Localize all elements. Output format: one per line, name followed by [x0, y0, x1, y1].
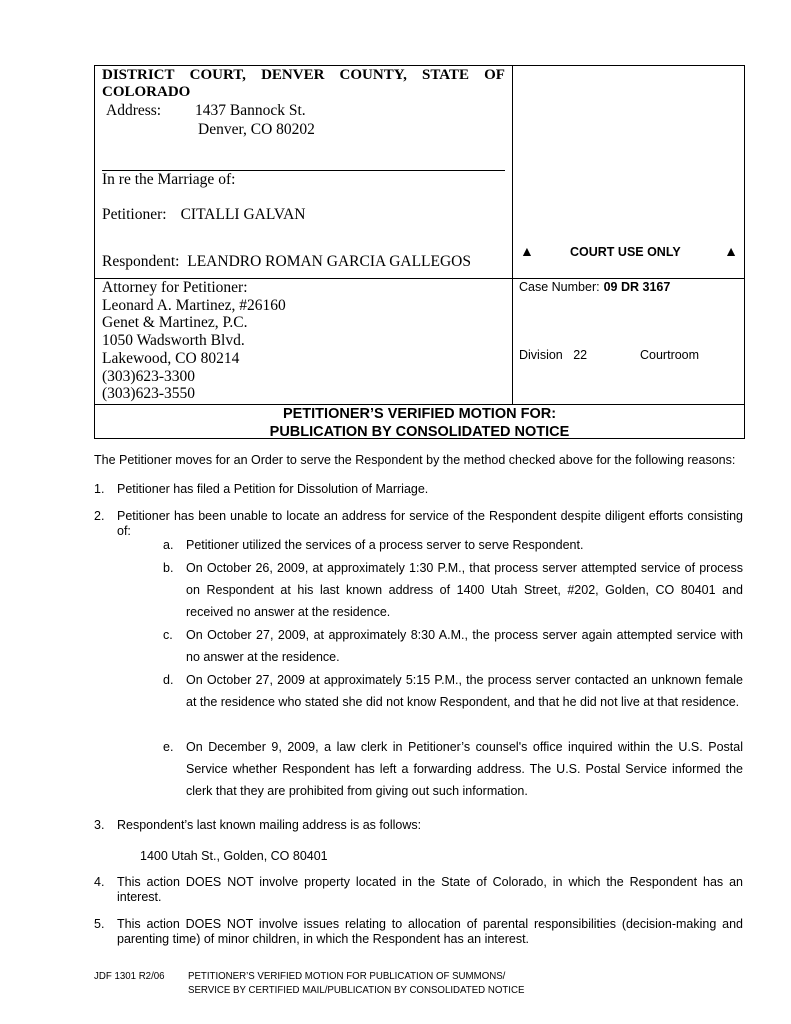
subitem-letter: a.: [163, 538, 174, 552]
intro-paragraph: The Petitioner moves for an Order to serve the Respondent by the method checked above for the following reasons:: [94, 453, 736, 467]
address-label: Address:: [106, 102, 162, 119]
up-triangle-icon: ▲: [724, 243, 738, 259]
division: [519, 348, 587, 362]
item-number: 1.: [94, 482, 105, 496]
division-value: 22: [573, 348, 588, 362]
footer-line1: [94, 970, 524, 984]
attorney-line: (303)623-3550: [102, 385, 195, 403]
mailing-address: 1400 Utah St., Golden, CO 80401: [140, 849, 328, 863]
court-name-word: COUNTY,: [339, 67, 407, 83]
form-footer: [94, 970, 524, 998]
motion-title-line2: PUBLICATION BY CONSOLIDATED NOTICE: [269, 424, 570, 440]
attorney-line: (303)623-3300: [102, 367, 195, 385]
case-number-label: Case Number:: [519, 280, 600, 294]
in-re-marriage: In re the Marriage of:: [102, 171, 236, 188]
division-label: Division: [519, 348, 563, 362]
subitem-text: On December 9, 2009, a law clerk in Petitioner’s counsel's office inquired within the U.S. Postal Service whether Respondent has left a forwarding address. The U.S. Postal Service informed the clerk that they are prohibited from giving out such information.: [186, 740, 743, 799]
petitioner-label: Petitioner:: [102, 206, 167, 223]
court-name-line2: COLORADO: [102, 84, 191, 100]
subitem-text: On October 27, 2009, at approximately 8:30 A.M., the process server again attempted service with no answer at the residence.: [186, 628, 743, 665]
motion-title: [95, 405, 744, 441]
subitem-text: On October 27, 2009 at approximately 5:15 P.M., the process server contacted an unknown female at the residence who stated she did not know Respondent, and that he did not live at that residence.: [186, 673, 743, 710]
attorney-line: Attorney for Petitioner:: [102, 279, 248, 296]
respondent-line: [102, 253, 471, 271]
petitioner-name: CITALLI GALVAN: [180, 206, 306, 223]
court-address-line1: 1437 Bannock St.: [195, 102, 306, 119]
attorney-line: Genet & Martinez, P.C.: [102, 314, 248, 332]
petitioner-line: [102, 206, 306, 224]
form-reference: JDF 1301 R2/06: [94, 971, 165, 982]
attorney-line: 1050 Wadsworth Blvd.: [102, 332, 245, 350]
item-number: 3.: [94, 818, 105, 832]
attorney-line: Leonard A. Martinez, #26160: [102, 296, 286, 314]
caption-divider-vertical: [512, 66, 513, 404]
respondent-name: LEANDRO ROMAN GARCIA GALLEGOS: [187, 253, 471, 270]
court-use-only: [520, 243, 738, 263]
court-name-word: OF: [484, 67, 505, 83]
courtroom-label: Courtroom: [640, 348, 700, 362]
subitem-letter: e.: [163, 740, 174, 754]
item-text: This action DOES NOT involve property located in the State of Colorado, in which the Respondent has an interest.: [117, 875, 743, 904]
court-name-word: STATE: [422, 67, 470, 83]
subitem-text: Petitioner utilized the services of a process server to serve Respondent.: [186, 538, 584, 552]
item-text: This action DOES NOT involve issues relating to allocation of parental responsibilities (decision-making and parenting time) of minor children, in which the Respondent has an interest.: [117, 917, 743, 946]
item-number: 4.: [94, 875, 105, 889]
caption-box: [94, 65, 745, 439]
court-address-line2: Denver, CO 80202: [198, 121, 315, 138]
respondent-label: Respondent:: [102, 253, 180, 270]
subitem-letter: b.: [163, 561, 174, 575]
court-name: [102, 67, 505, 101]
court-name-word: COURT,: [189, 67, 246, 83]
item-text: Respondent’s last known mailing address is as follows:: [117, 818, 422, 832]
motion-title-line1: PETITIONER’S VERIFIED MOTION FOR:: [282, 406, 557, 422]
court-name-word: DENVER: [261, 67, 325, 83]
case-number: [519, 280, 670, 294]
item-text: Petitioner has been unable to locate an address for service of the Respondent despite diligent efforts consisting of:: [117, 509, 743, 538]
up-triangle-icon: ▲: [520, 243, 534, 259]
case-number-value: 09 DR 3167: [603, 280, 671, 294]
footer-title-line1: PETITIONER’S VERIFIED MOTION FOR PUBLICATION OF SUMMONS/: [188, 971, 506, 982]
item-text: Petitioner has filed a Petition for Dissolution of Marriage.: [117, 482, 429, 496]
subitem-letter: d.: [163, 673, 174, 687]
court-use-only-label: COURT USE ONLY: [570, 245, 681, 259]
footer-title-line2: SERVICE BY CERTIFIED MAIL/PUBLICATION BY CONSOLIDATED NOTICE: [188, 985, 525, 996]
court-name-word: DISTRICT: [102, 67, 175, 83]
court-name-line1: [102, 67, 505, 84]
item-number: 5.: [94, 917, 105, 931]
subitem-text: On October 26, 2009, at approximately 1:30 P.M., that process server attempted service of process on Respondent at his last known address of 1400 Utah Street, #202, Golden, CO 80401 and received no answer at the residence.: [186, 561, 743, 620]
attorney-line: Lakewood, CO 80214: [102, 349, 240, 367]
subitem-letter: c.: [163, 628, 173, 642]
item-number: 2.: [94, 509, 105, 523]
attorney-block: [102, 279, 286, 403]
